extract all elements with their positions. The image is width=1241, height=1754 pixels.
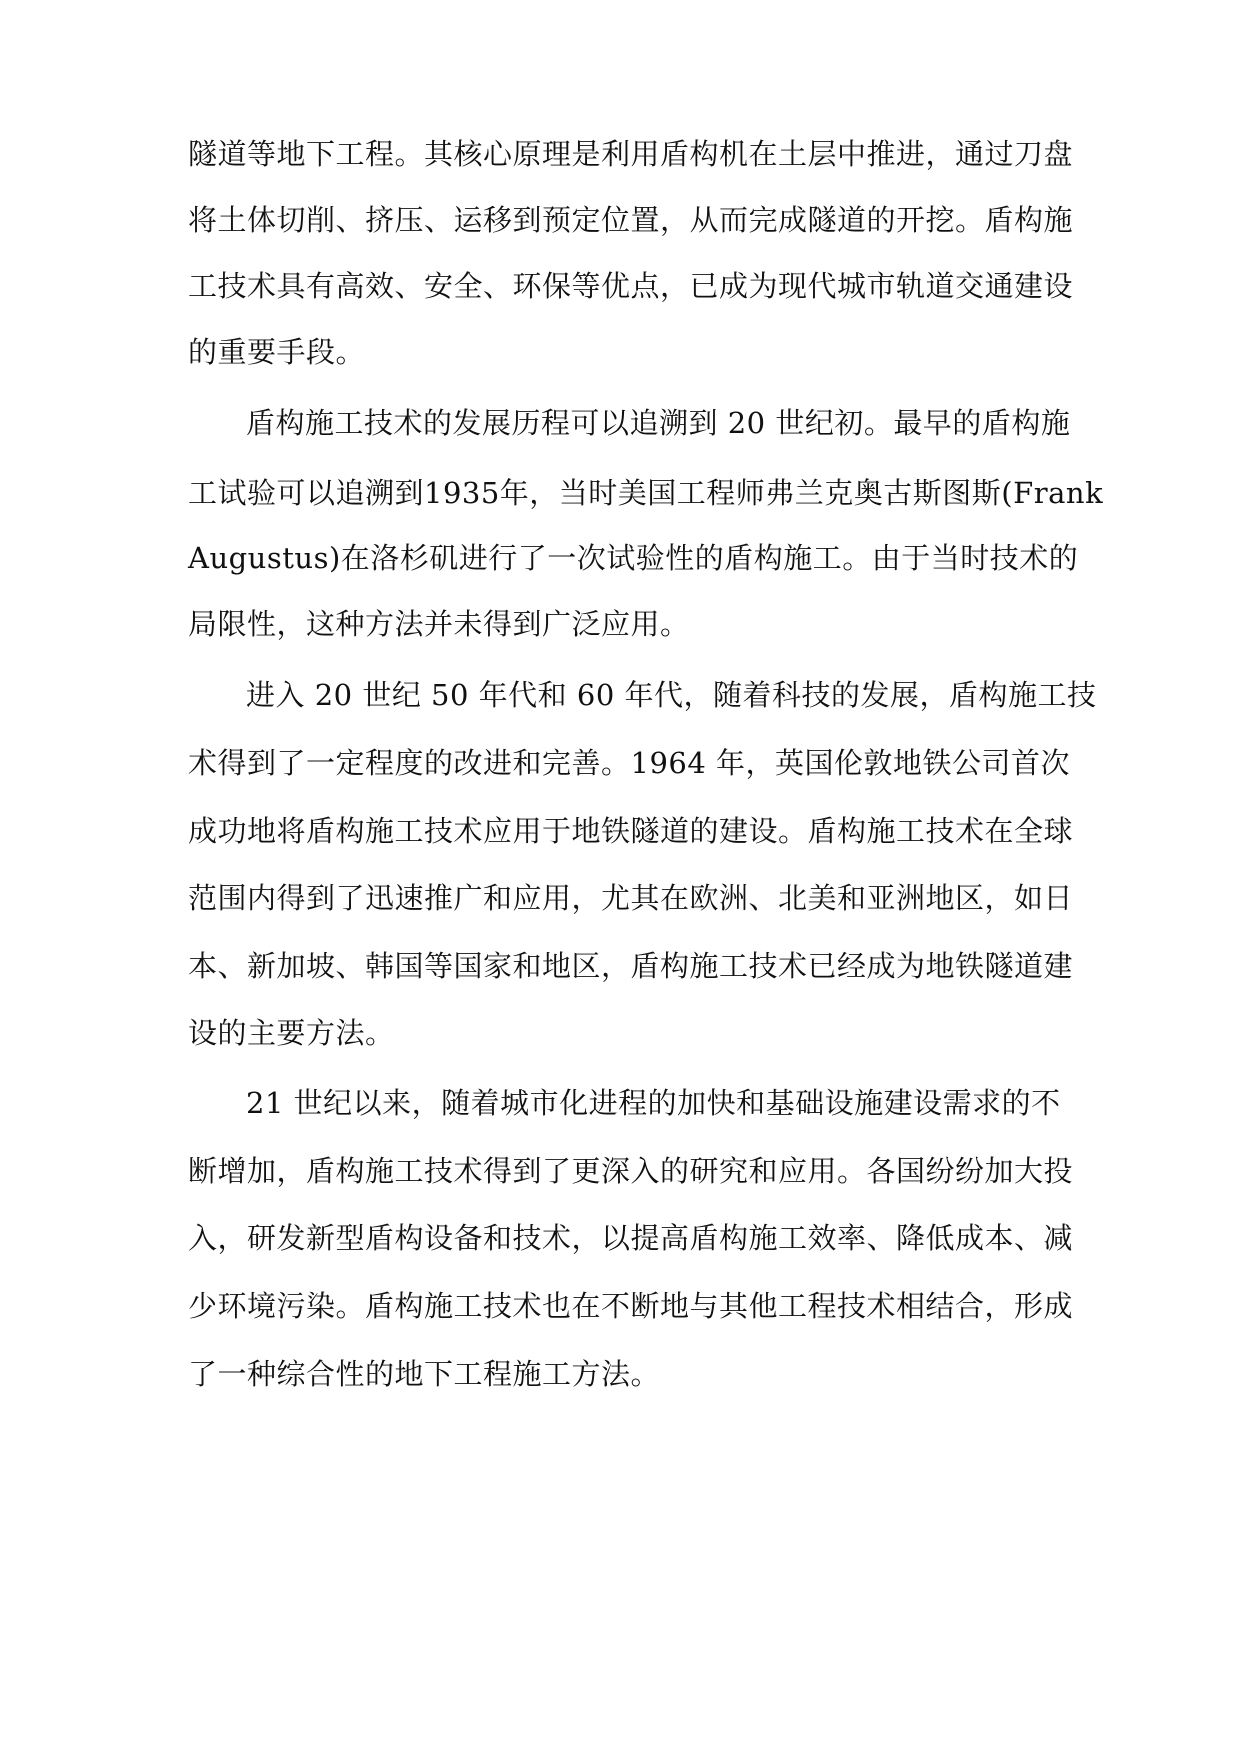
text-line: 术得到了一定程度的改进和完善。1964 年，英国伦敦地铁公司首次 xyxy=(188,746,1071,780)
text-line: 进入 20 世纪 50 年代和 60 年代，随着科技的发展，盾构施工技 xyxy=(246,678,1097,712)
text-line: 工技术具有高效、安全、环保等优点，已成为现代城市轨道交通建设 xyxy=(188,269,1074,303)
text-line: 盾构施工技术的发展历程可以追溯到 20 世纪初。最早的盾构施 xyxy=(246,406,1071,440)
text-line: 21 世纪以来，随着城市化进程的加快和基础设施建设需求的不 xyxy=(246,1086,1061,1120)
text-line: 的重要手段。 xyxy=(188,335,366,369)
text-line: 断增加，盾构施工技术得到了更深入的研究和应用。各国纷纷加大投 xyxy=(188,1154,1074,1188)
text-line: 设的主要方法。 xyxy=(188,1016,395,1050)
text-line: 少环境污染。盾构施工技术也在不断地与其他工程技术相结合，形成 xyxy=(188,1289,1074,1323)
text-line: 局限性，这种方法并未得到广泛应用。 xyxy=(188,607,690,641)
text-line: 本、新加坡、韩国等国家和地区，盾构施工技术已经成为地铁隧道建 xyxy=(188,949,1074,983)
text-line: 将土体切削、挤压、运移到预定位置，从而完成隧道的开挖。盾构施 xyxy=(188,203,1074,237)
text-line: 入，研发新型盾构设备和技术，以提高盾构施工效率、降低成本、减 xyxy=(188,1221,1074,1255)
text-line: 成功地将盾构施工技术应用于地铁隧道的建设。盾构施工技术在全球 xyxy=(188,814,1074,848)
text-line: Augustus)在洛杉矶进行了一次试验性的盾构施工。由于当时技术的 xyxy=(188,541,1079,575)
text-line: 了一种综合性的地下工程施工方法。 xyxy=(188,1357,661,1391)
text-line: 隧道等地下工程。其核心原理是利用盾构机在土层中推进，通过刀盘 xyxy=(188,137,1074,171)
text-line: 工试验可以追溯到1935年，当时美国工程师弗兰克奥古斯图斯(Frank xyxy=(188,476,1104,510)
text-line: 范围内得到了迅速推广和应用，尤其在欧洲、北美和亚洲地区，如日 xyxy=(188,881,1074,915)
